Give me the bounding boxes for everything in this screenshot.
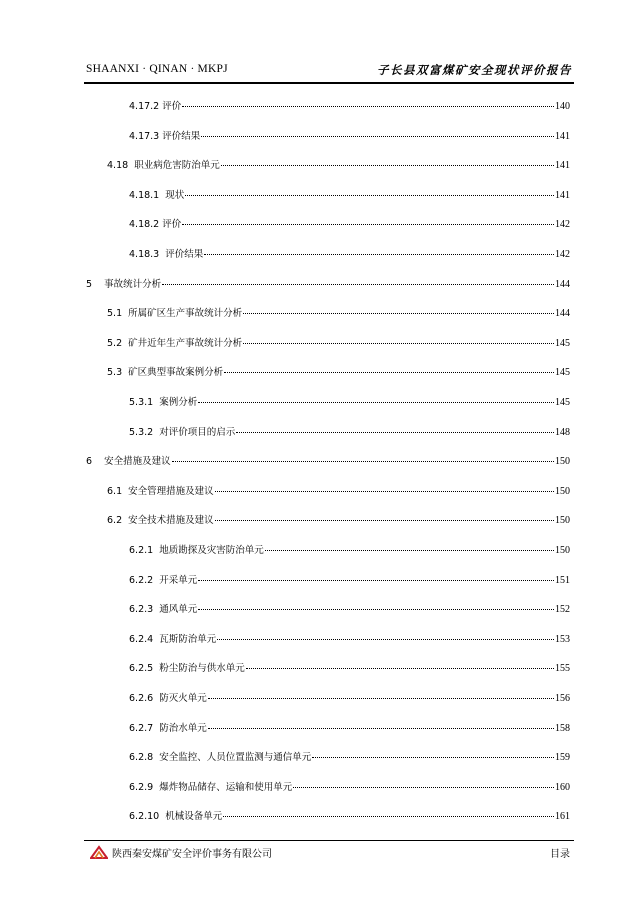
toc-entry-page: 160: [555, 781, 570, 793]
toc-dot-leader: [224, 372, 554, 373]
toc-entry-label: 4.17.3 评价结果: [129, 130, 201, 142]
toc-dot-leader: [208, 728, 554, 729]
toc-dot-leader: [215, 491, 554, 492]
toc-entry[interactable]: [86, 453, 570, 467]
toc-entry-label: 6.2.3 通风单元: [129, 604, 198, 616]
toc-entry[interactable]: [129, 187, 570, 201]
toc-entry-label: 6.2.6 防灭火单元: [129, 693, 207, 704]
toc-entry[interactable]: [129, 572, 570, 586]
toc-entry-page: 144: [555, 278, 570, 290]
toc-entry-label: 5.3 矿区典型事故案例分析: [107, 367, 224, 379]
toc-entry-label: 5.3.2 对评价项目的启示: [129, 426, 236, 438]
toc-entry[interactable]: [129, 542, 570, 556]
footer-rule: [84, 840, 574, 841]
toc-entry-page: 145: [555, 367, 570, 379]
toc-entry[interactable]: [86, 276, 570, 290]
toc-entry-label: 4.17.2 评价: [129, 101, 182, 112]
toc-entry[interactable]: [129, 601, 570, 615]
toc-dot-leader: [243, 313, 554, 314]
toc-entry-label: 6.1 安全管理措施及建议: [107, 485, 214, 497]
toc-entry[interactable]: [107, 335, 570, 349]
toc-entry-label: 6.2.1 地质勘探及灾害防治单元: [129, 545, 264, 556]
toc-entry[interactable]: [129, 660, 570, 674]
toc-entry-page: 140: [555, 101, 570, 112]
toc-entry-label: 4.18.2 评价: [129, 219, 182, 231]
toc-entry[interactable]: [129, 631, 570, 645]
toc-entry-label: 5.1 所属矿区生产事故统计分析: [107, 308, 243, 320]
footer-company-name: 陕西秦安煤矿安全评价事务有限公司: [112, 849, 272, 860]
toc-dot-leader: [182, 224, 554, 225]
toc-dot-leader: [217, 639, 554, 640]
toc-entry[interactable]: [129, 720, 570, 734]
toc-entry-label: 6.2.10 机械设备单元: [129, 811, 223, 823]
toc-entry[interactable]: [129, 749, 570, 763]
toc-entry[interactable]: [129, 779, 570, 793]
toc-entry-page: 142: [555, 219, 570, 231]
toc-entry-page: 158: [555, 722, 570, 734]
toc-dot-leader: [201, 136, 554, 137]
toc-entry[interactable]: [129, 424, 570, 438]
toc-entry[interactable]: [129, 808, 570, 822]
toc-entry-label: 6 安全措施及建议: [86, 456, 171, 468]
toc-entry-page: 156: [555, 693, 570, 704]
toc-entry-label: 6.2.7 防治水单元: [129, 722, 207, 734]
toc-entry[interactable]: [129, 216, 570, 230]
toc-entry-label: 6.2.2 开采单元: [129, 574, 198, 586]
toc-dot-leader: [312, 757, 554, 758]
toc-entry-page: 159: [555, 752, 570, 764]
toc-entry-page: 141: [555, 160, 570, 172]
toc-dot-leader: [162, 284, 554, 285]
toc-entry[interactable]: [129, 246, 570, 260]
toc-entry[interactable]: [107, 483, 570, 497]
toc-dot-leader: [198, 609, 554, 610]
toc-entry-page: 144: [555, 308, 570, 320]
toc-dot-leader: [185, 195, 554, 196]
toc-dot-leader: [215, 520, 554, 521]
toc-entry-page: 141: [555, 130, 570, 142]
toc-entry[interactable]: [129, 690, 570, 704]
toc-entry[interactable]: [129, 128, 570, 142]
toc-dot-leader: [172, 461, 554, 462]
toc-entry-label: 5 事故统计分析: [86, 278, 162, 290]
toc-entry-label: 5.2 矿井近年生产事故统计分析: [107, 337, 243, 349]
toc-entry-page: 155: [555, 663, 570, 675]
toc-entry-label: 4.18.1 现状: [129, 189, 185, 201]
toc-dot-leader: [198, 402, 554, 403]
toc-dot-leader: [246, 668, 554, 669]
toc-entry-label: 6.2.5 粉尘防治与供水单元: [129, 663, 245, 675]
toc-entry-page: 145: [555, 337, 570, 349]
toc-entry-page: 150: [555, 545, 570, 556]
toc-entry[interactable]: [107, 305, 570, 319]
company-logo-icon: [90, 845, 108, 859]
header-left-text: SHAANXI · QINAN · MKPJ: [86, 63, 228, 75]
toc-entry-page: 153: [555, 633, 570, 645]
toc-entry-label: 5.3.1 案例分析: [129, 397, 198, 408]
toc-dot-leader: [293, 787, 554, 788]
toc-entry-label: 6.2 安全技术措施及建议: [107, 515, 214, 527]
toc-entry-label: 6.2.4 瓦斯防治单元: [129, 633, 217, 645]
toc-dot-leader: [198, 580, 554, 581]
toc-entry-page: 142: [555, 249, 570, 260]
toc-dot-leader: [208, 698, 554, 699]
toc-entry-page: 145: [555, 397, 570, 408]
header-report-title: 子长县双富煤矿安全现状评价报告: [377, 63, 572, 77]
toc-entry-page: 150: [555, 485, 570, 497]
toc-dot-leader: [221, 165, 554, 166]
toc-dot-leader: [265, 550, 554, 551]
toc-entry[interactable]: [129, 394, 570, 408]
toc-entry[interactable]: [107, 364, 570, 378]
toc-dot-leader: [182, 106, 554, 107]
toc-entry[interactable]: [107, 157, 570, 171]
toc-entry-label: 6.2.9 爆炸物品储存、运输和使用单元: [129, 781, 293, 793]
toc-dot-leader: [223, 816, 554, 817]
toc-dot-leader: [243, 343, 554, 344]
toc-entry-label: 4.18 职业病危害防治单元: [107, 160, 220, 172]
toc-entry-page: 148: [555, 426, 570, 438]
toc-entry[interactable]: [107, 512, 570, 526]
toc-entry-label: 6.2.8 安全监控、人员位置监测与通信单元: [129, 752, 312, 764]
footer-section-name: 目录: [550, 849, 570, 860]
toc-entry-label: 4.18.3 评价结果: [129, 249, 204, 260]
toc-entry-page: 152: [555, 604, 570, 616]
toc-entry-page: 150: [555, 515, 570, 527]
toc-entry-page: 141: [555, 189, 570, 201]
toc-entry[interactable]: [129, 98, 570, 112]
toc-dot-leader: [236, 432, 554, 433]
toc-dot-leader: [204, 254, 554, 255]
toc-entry-page: 161: [555, 811, 570, 823]
toc-entry-page: 150: [555, 456, 570, 468]
toc-entry-page: 151: [555, 574, 570, 586]
